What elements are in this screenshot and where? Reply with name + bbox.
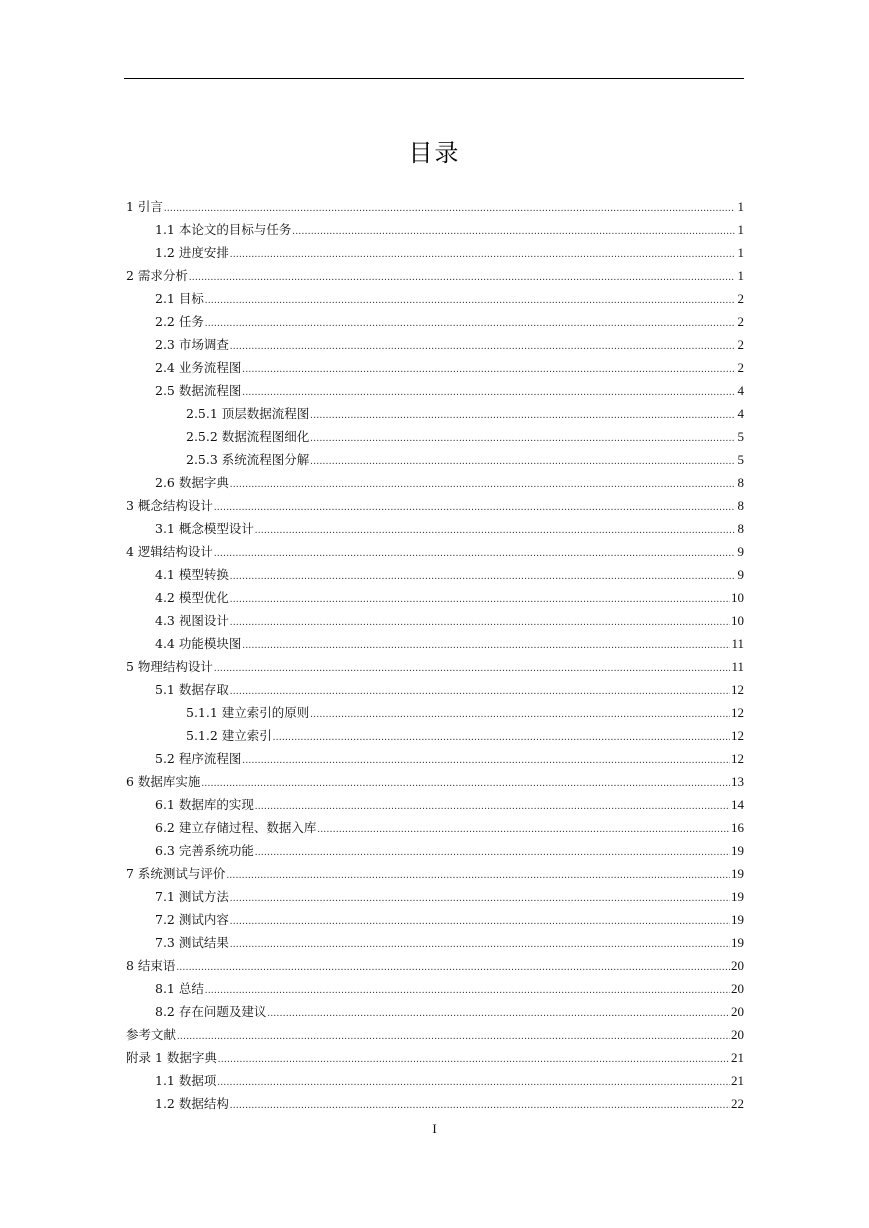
toc-entry-label: 1.1 本论文的目标与任务 <box>155 222 292 237</box>
toc-entry[interactable] <box>124 632 744 655</box>
toc-entry[interactable] <box>124 931 744 954</box>
toc-entry-label: 1.1 数据项 <box>155 1073 217 1088</box>
toc-entry-page: 4 <box>737 406 744 421</box>
toc-entry[interactable] <box>124 517 744 540</box>
toc-entry[interactable] <box>124 1023 744 1046</box>
toc-leader-dots <box>230 611 730 634</box>
toc-entry[interactable] <box>124 908 744 931</box>
toc-entry-page: 2 <box>737 291 744 306</box>
toc-entry-label: 5.1.1 建立索引的原则 <box>186 705 310 720</box>
toc-entry-label: 7.3 测试结果 <box>155 935 229 950</box>
toc-entry[interactable] <box>124 1000 744 1023</box>
toc-entry[interactable] <box>124 379 744 402</box>
toc-entry[interactable] <box>124 333 744 356</box>
toc-entry[interactable] <box>124 402 744 425</box>
toc-leader-dots <box>273 726 730 749</box>
toc-entry[interactable] <box>124 1092 744 1115</box>
toc-leader-dots <box>214 657 731 680</box>
toc-entry-page: 20 <box>731 958 744 973</box>
toc-leader-dots <box>230 933 730 956</box>
toc-entry-page: 22 <box>731 1096 744 1111</box>
toc-entry[interactable] <box>124 977 744 1000</box>
toc-entry-page: 1 <box>737 245 744 260</box>
toc-entry[interactable] <box>124 218 744 241</box>
toc-entry-page: 9 <box>737 567 744 582</box>
toc-entry-page: 19 <box>731 889 744 904</box>
toc-leader-dots <box>230 887 730 910</box>
toc-entry[interactable] <box>124 448 744 471</box>
toc-entry[interactable] <box>124 241 744 264</box>
toc-leader-dots <box>242 634 730 657</box>
toc-leader-dots <box>230 473 735 496</box>
toc-entry-page: 5 <box>737 429 744 444</box>
toc-entry-label: 2.1 目标 <box>155 291 204 306</box>
toc-entry-page: 12 <box>731 682 744 697</box>
toc-entry-label: 2.4 业务流程图 <box>155 360 242 375</box>
toc-entry[interactable] <box>124 724 744 747</box>
toc-entry-label: 4.1 模型转换 <box>155 567 229 582</box>
toc-entry[interactable] <box>124 195 744 218</box>
toc-leader-dots <box>310 404 735 427</box>
toc-leader-dots <box>176 956 730 979</box>
toc-entry[interactable] <box>124 747 744 770</box>
toc-entry-label: 2.5.3 系统流程图分解 <box>186 452 310 467</box>
toc-entry-label: 4.3 视图设计 <box>155 613 229 628</box>
toc-leader-dots <box>205 979 730 1002</box>
toc-entry[interactable] <box>124 678 744 701</box>
toc-leader-dots <box>310 450 735 473</box>
toc-entry-page: 1 <box>737 268 744 283</box>
toc-entry-page: 10 <box>731 590 744 605</box>
toc-entry[interactable] <box>124 563 744 586</box>
toc-entry-page: 19 <box>731 843 744 858</box>
toc-entry-label: 4.2 模型优化 <box>155 590 229 605</box>
toc-entry-page: 10 <box>731 613 744 628</box>
toc-leader-dots <box>164 197 735 220</box>
toc-entry[interactable] <box>124 1046 744 1069</box>
toc-entry[interactable] <box>124 862 744 885</box>
toc-entry-label: 1 引言 <box>126 199 163 214</box>
toc-leader-dots <box>242 381 735 404</box>
toc-leader-dots <box>255 841 730 864</box>
toc-entry[interactable] <box>124 701 744 724</box>
toc-entry-label: 附录 1 数据字典 <box>126 1050 217 1065</box>
toc-entry-label: 7.2 测试内容 <box>155 912 229 927</box>
toc-entry[interactable] <box>124 885 744 908</box>
toc-entry-label: 3 概念结构设计 <box>126 498 213 513</box>
toc-entry-label: 3.1 概念模型设计 <box>155 521 254 536</box>
toc-entry-page: 20 <box>731 1027 744 1042</box>
toc-entry-page: 14 <box>731 797 744 812</box>
toc-entry[interactable] <box>124 1069 744 1092</box>
toc-entry-label: 5 物理结构设计 <box>126 659 213 674</box>
toc-entry-label: 5.2 程序流程图 <box>155 751 242 766</box>
toc-entry[interactable] <box>124 839 744 862</box>
toc-entry-page: 2 <box>737 337 744 352</box>
toc-entry-page: 8 <box>737 498 744 513</box>
toc-entry-label: 2.2 任务 <box>155 314 204 329</box>
toc-leader-dots <box>230 910 730 933</box>
toc-entry-page: 1 <box>737 222 744 237</box>
toc-entry-label: 2.5 数据流程图 <box>155 383 242 398</box>
toc-entry[interactable] <box>124 356 744 379</box>
toc-entry-label: 8 结束语 <box>126 958 176 973</box>
toc-entry-page: 13 <box>731 774 744 789</box>
table-of-contents <box>124 195 744 1115</box>
toc-leader-dots <box>255 795 730 818</box>
toc-entry[interactable] <box>124 494 744 517</box>
toc-entry-label: 7 系统测试与评价 <box>126 866 226 881</box>
toc-entry-page: 20 <box>731 1004 744 1019</box>
toc-entry-label: 1.2 数据结构 <box>155 1096 229 1111</box>
toc-entry[interactable] <box>124 540 744 563</box>
toc-leader-dots <box>267 1002 730 1025</box>
toc-entry-label: 参考文献 <box>126 1027 177 1042</box>
toc-entry-page: 19 <box>731 912 744 927</box>
toc-entry[interactable] <box>124 770 744 793</box>
toc-entry-page: 12 <box>731 705 744 720</box>
toc-entry-label: 6 数据库实施 <box>126 774 201 789</box>
toc-entry-page: 2 <box>737 314 744 329</box>
toc-entry-page: 21 <box>731 1050 744 1065</box>
toc-title: 目录 <box>408 139 461 167</box>
toc-leader-dots <box>205 312 735 335</box>
toc-entry-page: 8 <box>737 475 744 490</box>
toc-leader-dots <box>205 289 735 312</box>
toc-entry[interactable] <box>124 609 744 632</box>
toc-entry-page: 12 <box>731 728 744 743</box>
toc-entry-label: 8.1 总结 <box>155 981 204 996</box>
toc-entry-page: 11 <box>731 659 744 674</box>
toc-entry[interactable] <box>124 425 744 448</box>
toc-leader-dots <box>201 772 730 795</box>
header-rule <box>124 78 744 79</box>
toc-entry[interactable] <box>124 287 744 310</box>
toc-entry-label: 2.3 市场调查 <box>155 337 229 352</box>
toc-leader-dots <box>214 496 735 519</box>
toc-entry-label: 4.4 功能模块图 <box>155 636 242 651</box>
toc-entry-page: 19 <box>731 866 744 881</box>
toc-leader-dots <box>255 519 735 542</box>
toc-entry[interactable] <box>124 471 744 494</box>
toc-entry[interactable] <box>124 655 744 678</box>
toc-leader-dots <box>226 864 730 887</box>
toc-leader-dots <box>177 1025 730 1048</box>
toc-entry-label: 6.1 数据库的实现 <box>155 797 254 812</box>
toc-leader-dots <box>292 220 735 243</box>
toc-entry[interactable] <box>124 264 744 287</box>
toc-leader-dots <box>217 1071 730 1094</box>
toc-leader-dots <box>242 358 735 381</box>
toc-leader-dots <box>230 335 735 358</box>
toc-entry-page: 11 <box>731 636 744 651</box>
toc-entry-page: 19 <box>731 935 744 950</box>
toc-entry-page: 20 <box>731 981 744 996</box>
toc-entry-label: 8.2 存在问题及建议 <box>155 1004 267 1019</box>
toc-leader-dots <box>230 1094 730 1117</box>
toc-entry-label: 2.6 数据字典 <box>155 475 229 490</box>
toc-entry-label: 6.2 建立存储过程、数据入库 <box>155 820 317 835</box>
toc-leader-dots <box>189 266 735 289</box>
toc-leader-dots <box>214 542 735 565</box>
toc-entry-page: 1 <box>737 199 744 214</box>
toc-leader-dots <box>230 680 730 703</box>
toc-leader-dots <box>230 588 730 611</box>
toc-leader-dots <box>218 1048 730 1071</box>
toc-entry-page: 12 <box>731 751 744 766</box>
toc-entry-label: 1.2 进度安排 <box>155 245 229 260</box>
toc-leader-dots <box>317 818 730 841</box>
toc-entry-page: 2 <box>737 360 744 375</box>
toc-entry-label: 6.3 完善系统功能 <box>155 843 254 858</box>
toc-entry-label: 2.5.2 数据流程图细化 <box>186 429 310 444</box>
toc-leader-dots <box>230 243 735 266</box>
page-number: I <box>432 1121 437 1136</box>
toc-entry[interactable] <box>124 954 744 977</box>
toc-entry-page: 21 <box>731 1073 744 1088</box>
toc-entry[interactable] <box>124 586 744 609</box>
toc-entry-label: 2.5.1 顶层数据流程图 <box>186 406 310 421</box>
toc-entry[interactable] <box>124 793 744 816</box>
toc-entry-page: 16 <box>731 820 744 835</box>
toc-entry-page: 8 <box>737 521 744 536</box>
toc-entry[interactable] <box>124 310 744 333</box>
toc-entry[interactable] <box>124 816 744 839</box>
toc-entry-label: 5.1 数据存取 <box>155 682 229 697</box>
toc-entry-page: 4 <box>737 383 744 398</box>
toc-leader-dots <box>310 427 735 450</box>
toc-entry-label: 7.1 测试方法 <box>155 889 229 904</box>
toc-entry-label: 5.1.2 建立索引 <box>186 728 272 743</box>
toc-leader-dots <box>242 749 730 772</box>
toc-leader-dots <box>230 565 735 588</box>
toc-entry-page: 5 <box>737 452 744 467</box>
toc-entry-page: 9 <box>737 544 744 559</box>
toc-entry-label: 4 逻辑结构设计 <box>126 544 213 559</box>
toc-entry-label: 2 需求分析 <box>126 268 188 283</box>
toc-leader-dots <box>310 703 730 726</box>
